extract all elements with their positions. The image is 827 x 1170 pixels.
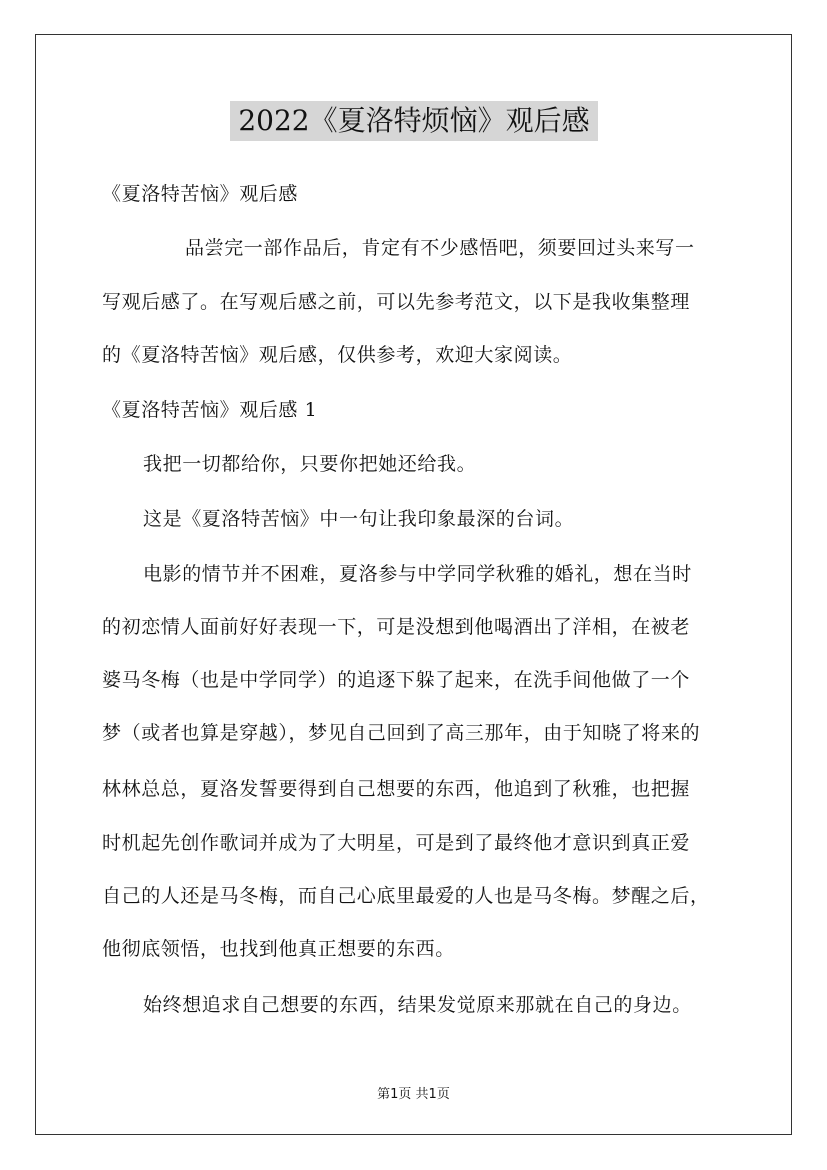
paragraph-line: 婆马冬梅（也是中学同学）的追逐下躲了起来，在洗手间他做了一个 (102, 669, 691, 691)
paragraph-line: 这是《夏洛特苦恼》中一句让我印象最深的台词。 (143, 508, 575, 530)
paragraph-line: 他彻底领悟，也找到他真正想要的东西。 (102, 938, 455, 960)
paragraph-line: 写观后感了。在写观后感之前，可以先参考范文，以下是我收集整理 (102, 291, 691, 313)
paragraph-line: 品尝完一部作品后，肯定有不少感悟吧，须要回过头来写一 (185, 237, 695, 259)
paragraph-line: 林林总总，夏洛发誓要得到自己想要的东西，他追到了秋雅，也把握 (102, 778, 691, 800)
paragraph-line: 自己的人还是马冬梅，而自己心底里最爱的人也是马冬梅。梦醒之后， (102, 885, 710, 907)
page-number: 第1页 共1页 (377, 1087, 450, 1102)
paragraph-line: 的《夏洛特苦恼》观后感，仅供参考，欢迎大家阅读。 (102, 344, 573, 366)
paragraph-line: 始终想追求自己想要的东西，结果发觉原来那就在自己的身边。 (143, 994, 692, 1016)
paragraph-line: 我把一切都给你，只要你把她还给我。 (143, 453, 477, 475)
paragraph-line: 时机起先创作歌词并成为了大明星，可是到了最终他才意识到真正爱 (102, 832, 691, 854)
document-title: 2022《夏洛特烦恼》观后感 (230, 101, 598, 141)
paragraph-line: 电影的情节并不困难，夏洛参与中学同学秋雅的婚礼，想在当时 (143, 563, 692, 585)
paragraph-line: 梦（或者也算是穿越），梦见自己回到了高三那年，由于知晓了将来的 (102, 722, 701, 744)
section-heading: 《夏洛特苦恼》观后感 1 (102, 399, 318, 421)
subtitle: 《夏洛特苦恼》观后感 (102, 183, 299, 205)
paragraph-line: 的初恋情人面前好好表现一下，可是没想到他喝酒出了洋相，在被老 (102, 616, 691, 638)
